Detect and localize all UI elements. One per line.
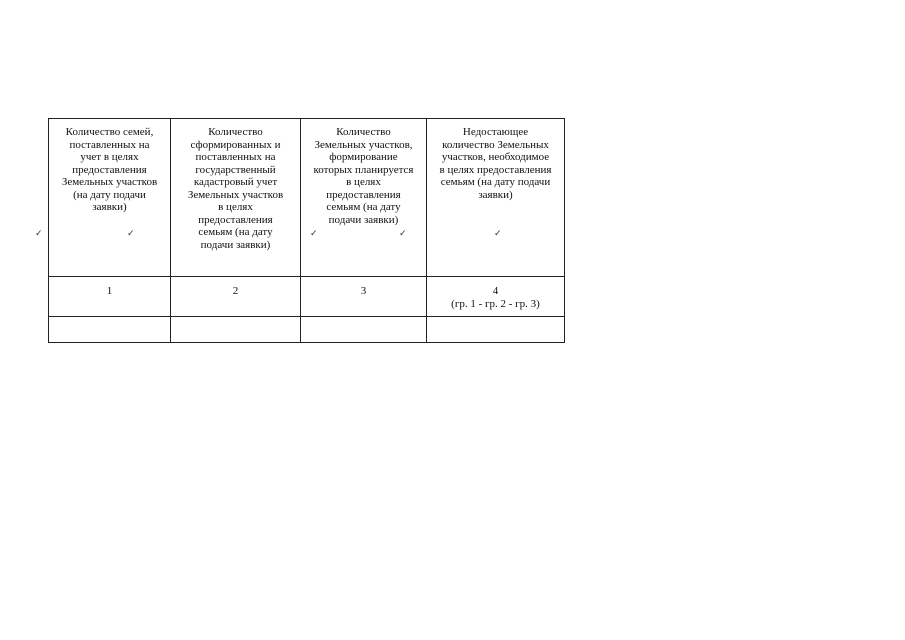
header-cell-3: [301, 119, 427, 277]
header-text-2: Количество сформированных и поставленных на государственный кадастровый учет Земельных участков в целях предоставления семьям (на дату подачи заявки): [187, 126, 284, 251]
number-cell-2: [171, 277, 301, 317]
table-header-row: [49, 119, 565, 277]
column-number-4: 4: [492, 285, 499, 297]
number-cell-4: [427, 277, 565, 317]
data-cell-1[interactable]: [49, 317, 171, 343]
column-number-1: 1: [106, 285, 113, 297]
header-text-3: Количество Земельных участков, формирование которых планируется в целях предоставления семьям (на дату подачи заявки): [313, 126, 414, 226]
header-cell-2: [171, 119, 301, 277]
tick-mark-icon: ✓: [399, 229, 407, 239]
column-number-3: 3: [360, 285, 367, 297]
tick-mark-icon: ✓: [127, 229, 135, 239]
data-cell-4[interactable]: [427, 317, 565, 343]
data-cell-3[interactable]: [301, 317, 427, 343]
tick-mark-icon: ✓: [35, 229, 43, 239]
data-cell-2[interactable]: [171, 317, 301, 343]
header-text-1: Количество семей, поставленных на учет в целях предоставления Земельных участков (на дату подачи заявки): [61, 126, 158, 213]
column-formula: (гр. 1 - гр. 2 - гр. 3): [451, 297, 540, 310]
number-cell-3: [301, 277, 427, 317]
tick-mark-icon: ✓: [310, 229, 318, 239]
header-cell-4: [427, 119, 565, 277]
data-entry-row: [49, 317, 565, 343]
header-text-4: Недостающее количество Земельных участков, необходимое в целях предоставления семьям (на дату подачи заявки): [439, 126, 552, 201]
tick-mark-icon: ✓: [494, 229, 502, 239]
document-table: [48, 118, 565, 343]
number-cell-1: [49, 277, 171, 317]
column-number-row: [49, 277, 565, 317]
header-cell-1: [49, 119, 171, 277]
column-number-2: 2: [232, 285, 239, 297]
